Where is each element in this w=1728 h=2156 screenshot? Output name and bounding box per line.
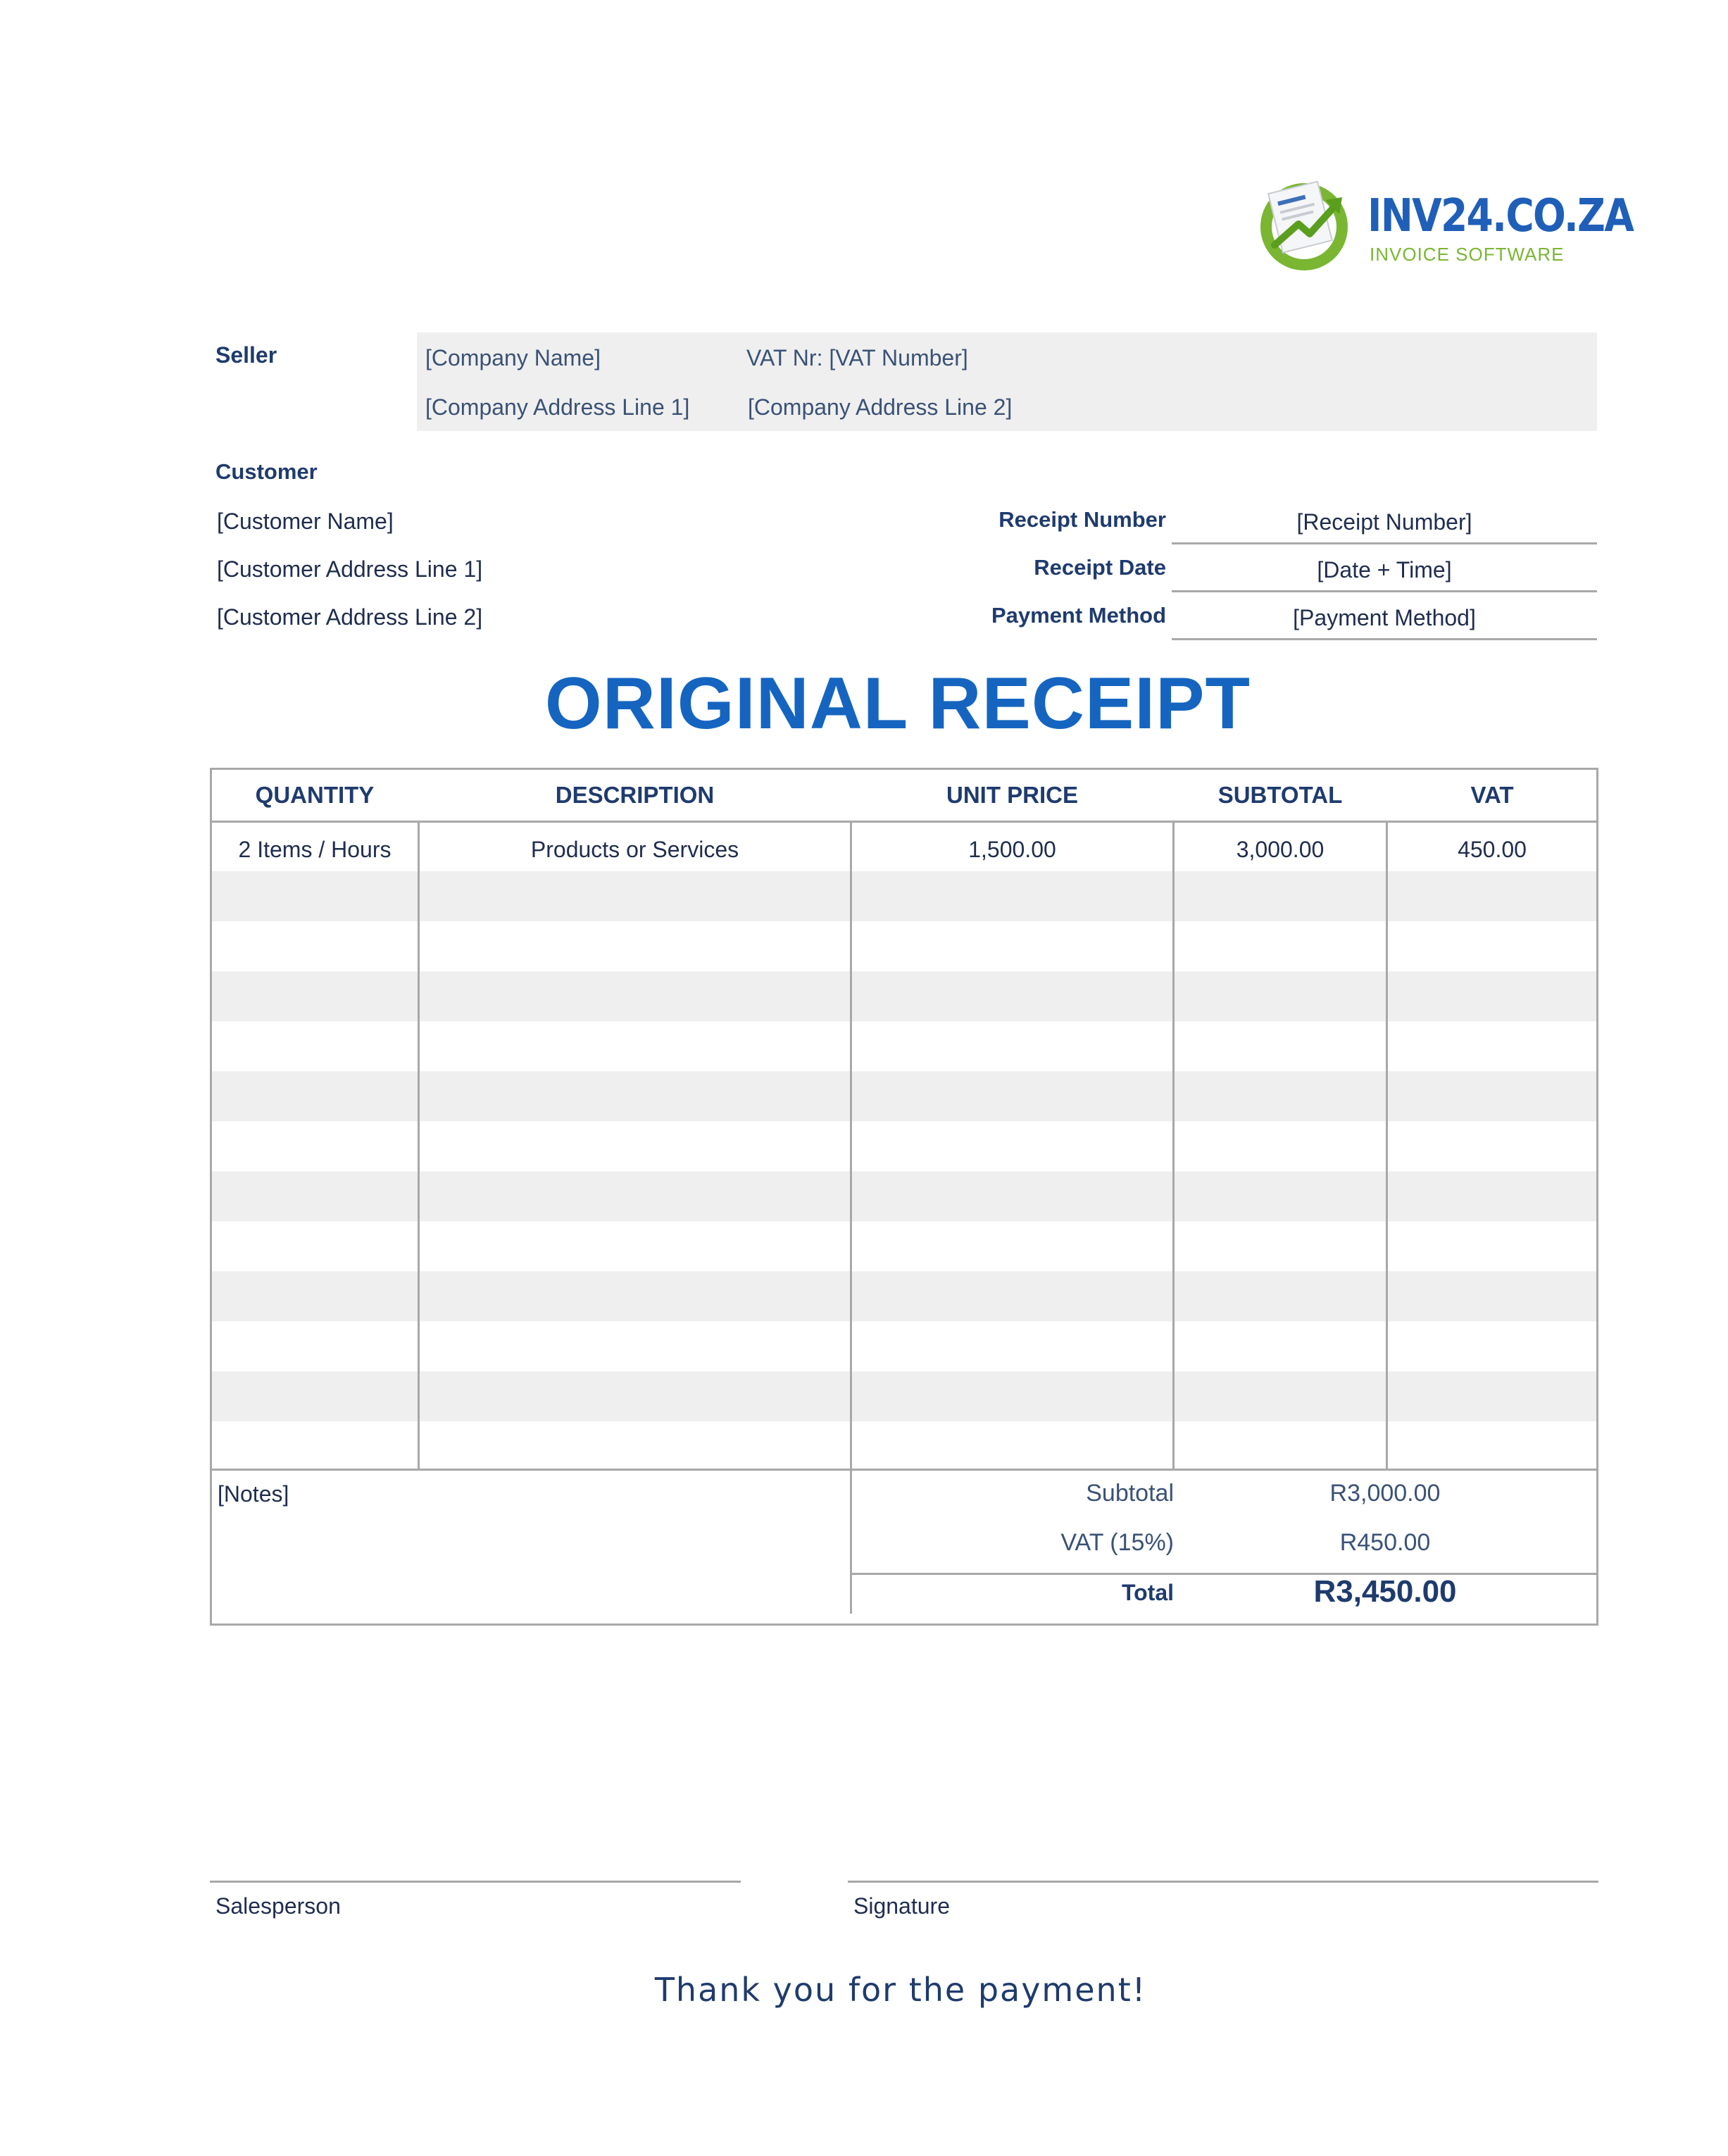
document-title: ORIGINAL RECEIPT [544, 663, 1251, 744]
customer-address-line2: [Customer Address Line 2] [217, 604, 483, 630]
payment-method-value: [Payment Method] [1172, 592, 1597, 640]
receipt-date-value: [Date + Time] [1172, 544, 1597, 592]
header-quantity: QUANTITY [255, 782, 375, 808]
logo-tagline: INVOICE SOFTWARE [1370, 244, 1565, 265]
customer-name: [Customer Name] [217, 509, 394, 534]
table-body-bottom [212, 1469, 1596, 1471]
total-label: Total [1121, 1580, 1174, 1605]
header-vat: VAT [1470, 782, 1514, 808]
cell-quantity: 2 Items / Hours [238, 837, 392, 862]
header-description: DESCRIPTION [555, 782, 715, 808]
total-value: R3,450.00 [1313, 1574, 1457, 1609]
seller-label: Seller [215, 342, 277, 368]
thank-you-message: Thank you for the payment! [654, 1971, 1147, 2009]
seller-company-name: [Company Name] [425, 345, 601, 370]
seller-address-line1: [Company Address Line 1] [425, 394, 690, 420]
vat-value: R450.00 [1339, 1529, 1431, 1556]
column-divider [1172, 821, 1175, 1470]
salesperson-line [210, 1881, 741, 1883]
items-table [210, 768, 1598, 1626]
vat-label: VAT (15%) [1060, 1529, 1174, 1556]
seller-vat-number: VAT Nr: [VAT Number] [746, 345, 968, 370]
header-subtotal: SUBTOTAL [1217, 782, 1343, 808]
receipt-number-label: Receipt Number [998, 507, 1166, 532]
cell-description: Products or Services [530, 837, 739, 862]
cell-unit-price: 1,500.00 [968, 837, 1056, 862]
column-divider [1386, 821, 1388, 1470]
header-unit-price: UNIT PRICE [946, 782, 1078, 808]
signature-line [848, 1881, 1598, 1883]
receipt-date-label: Receipt Date [1034, 555, 1166, 580]
logo-emblem-icon [1255, 172, 1360, 278]
customer-address-line1: [Customer Address Line 1] [217, 556, 483, 582]
subtotal-value: R3,000.00 [1329, 1480, 1441, 1507]
company-logo [1255, 172, 1634, 278]
column-divider [418, 821, 420, 1470]
signature-label: Signature [853, 1893, 950, 1919]
cell-subtotal: 3,000.00 [1236, 837, 1325, 862]
seller-address-line2: [Company Address Line 2] [748, 394, 1013, 420]
receipt-number-value: [Receipt Number] [1172, 496, 1597, 544]
cell-vat: 450.00 [1458, 837, 1527, 862]
salesperson-label: Salesperson [215, 1893, 341, 1919]
notes-text: [Notes] [218, 1481, 289, 1507]
customer-label: Customer [215, 459, 318, 484]
payment-method-label: Payment Method [991, 603, 1166, 628]
logo-brand-text: INV24.CO.ZA [1367, 190, 1634, 242]
subtotal-label: Subtotal [1086, 1480, 1174, 1507]
